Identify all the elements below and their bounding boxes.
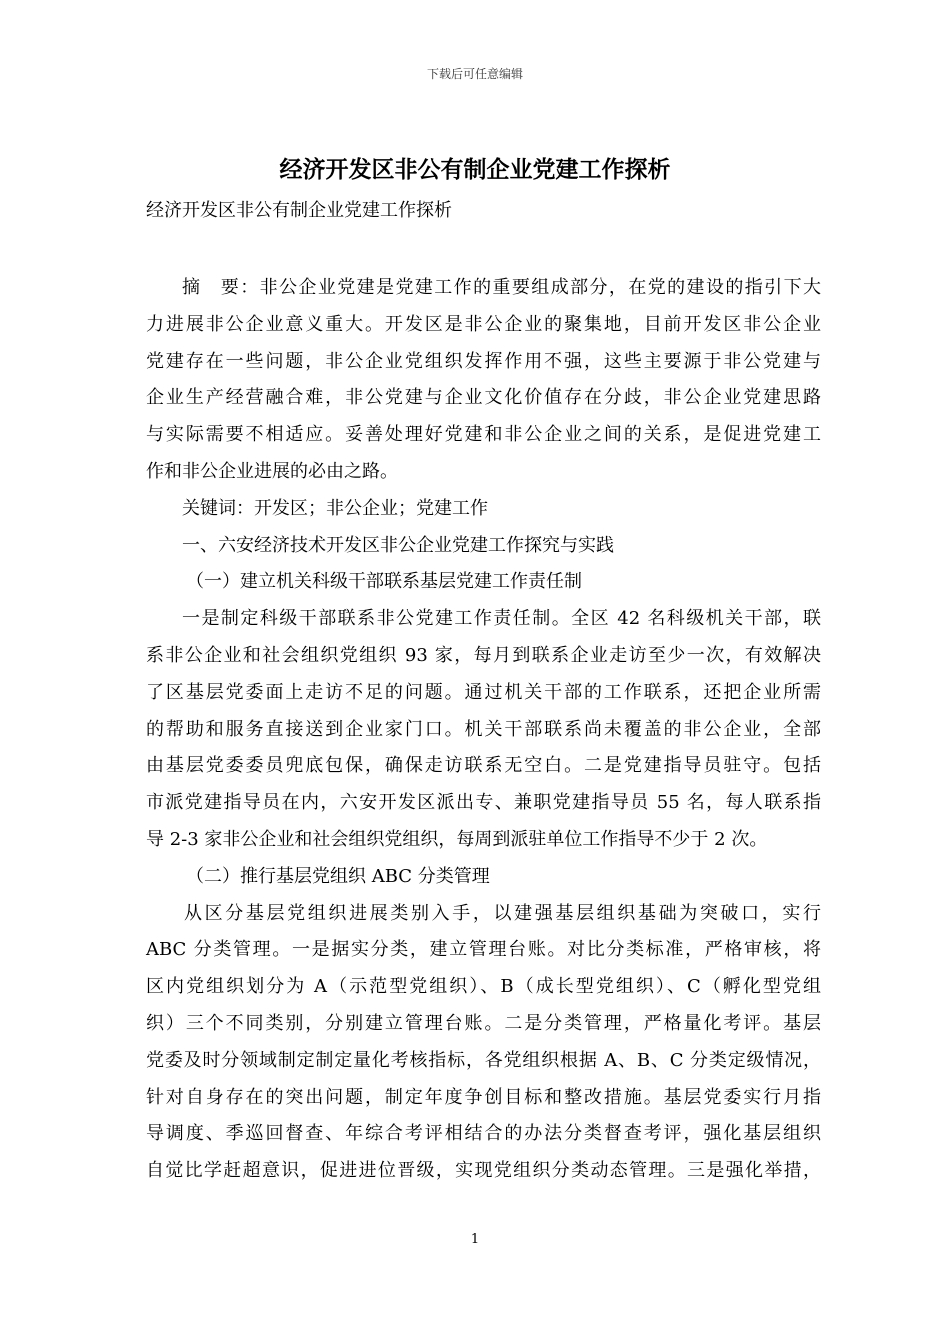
page-header: 下载后可任意编辑 [426,67,523,81]
paragraph-line: 市派党建指导员在内，六安开发区派出专、兼职党建指导员 55 名，每人联系指 [146,792,821,814]
paragraph-line: 的帮助和服务直接送到企业家门口。机关干部联系尚未覆盖的非公企业，全部 [146,718,821,740]
paragraph-line: 织）三个不同类别，分别建立管理台账。二是分类管理，严格量化考评。基层 [146,1012,821,1034]
abstract-line: 摘 要：非公企业党建是党建工作的重要组成部分，在党的建设的指引下大 [182,277,821,298]
document-title: 经济开发区非公有制企业党建工作探析 [279,157,671,183]
subsection-heading: （一）建立机关科级干部联系基层党建工作责任制 [186,571,582,593]
paragraph-line: 自觉比学赶超意识，促进进位晋级，实现党组织分类动态管理。三是强化举措， [146,1160,821,1182]
abstract-line: 力进展非公企业意义重大。开发区是非公企业的聚集地，目前开发区非公企业 [146,313,821,335]
paragraph-line: 导 2-3 家非公企业和社会组织党组织，每周到派驻单位工作指导不少于 2 次。 [146,828,768,850]
abstract-line: 与实际需要不相适应。妥善处理好党建和非公企业之间的关系，是促进党建工 [146,424,821,446]
abstract-line: 作和非公企业进展的必由之路。 [146,460,398,482]
paragraph-line: 从区分基层党组织进展类别入手，以建强基层组织基础为突破口，实行 [184,902,821,924]
subsection-heading: （二）推行基层党组织 ABC 分类管理 [186,865,490,887]
paragraph-line: 了区基层党委面上走访不足的问题。通过机关干部的工作联系，还把企业所需 [146,681,821,703]
page-number: 1 [470,1232,480,1247]
abstract-line: 企业生产经营融合难，非公党建与企业文化价值存在分歧，非公企业党建思路 [146,387,821,409]
paragraph-line: 导调度、季巡回督查、年综合考评相结合的办法分类督查考评，强化基层组织 [146,1123,821,1145]
paragraph-line: 党委及时分领域制定制定量化考核指标，各党组织根据 A、B、C 分类定级情况， [146,1049,821,1071]
document-body [146,270,821,1190]
paragraph-line: 由基层党委委员兜底包保，确保走访联系无空白。二是党建指导员驻守。包括 [146,755,821,777]
paragraph-line: 一是制定科级干部联系非公党建工作责任制。全区 42 名科级机关干部，联 [182,608,821,630]
section-heading: 一、六安经济技术开发区非公企业党建工作探究与实践 [182,534,614,556]
document-subtitle: 经济开发区非公有制企业党建工作探析 [146,200,452,221]
abstract-line: 党建存在一些问题，非公企业党组织发挥作用不强，这些主要源于非公党建与 [146,350,821,372]
keywords-line: 关键词：开发区；非公企业；党建工作 [182,497,488,519]
paragraph-line: 系非公企业和社会组织党组织 93 家，每月到联系企业走访至少一次，有效解决 [146,644,821,666]
paragraph-line: 区内党组织划分为 A（示范型党组织）、B（成长型党组织）、C（孵化型党组 [146,976,821,998]
paragraph-line: ABC 分类管理。一是据实分类，建立管理台账。对比分类标准，严格审核，将 [146,939,821,961]
paragraph-line: 针对自身存在的突出问题，制定年度争创目标和整改措施。基层党委实行月指 [146,1086,821,1108]
